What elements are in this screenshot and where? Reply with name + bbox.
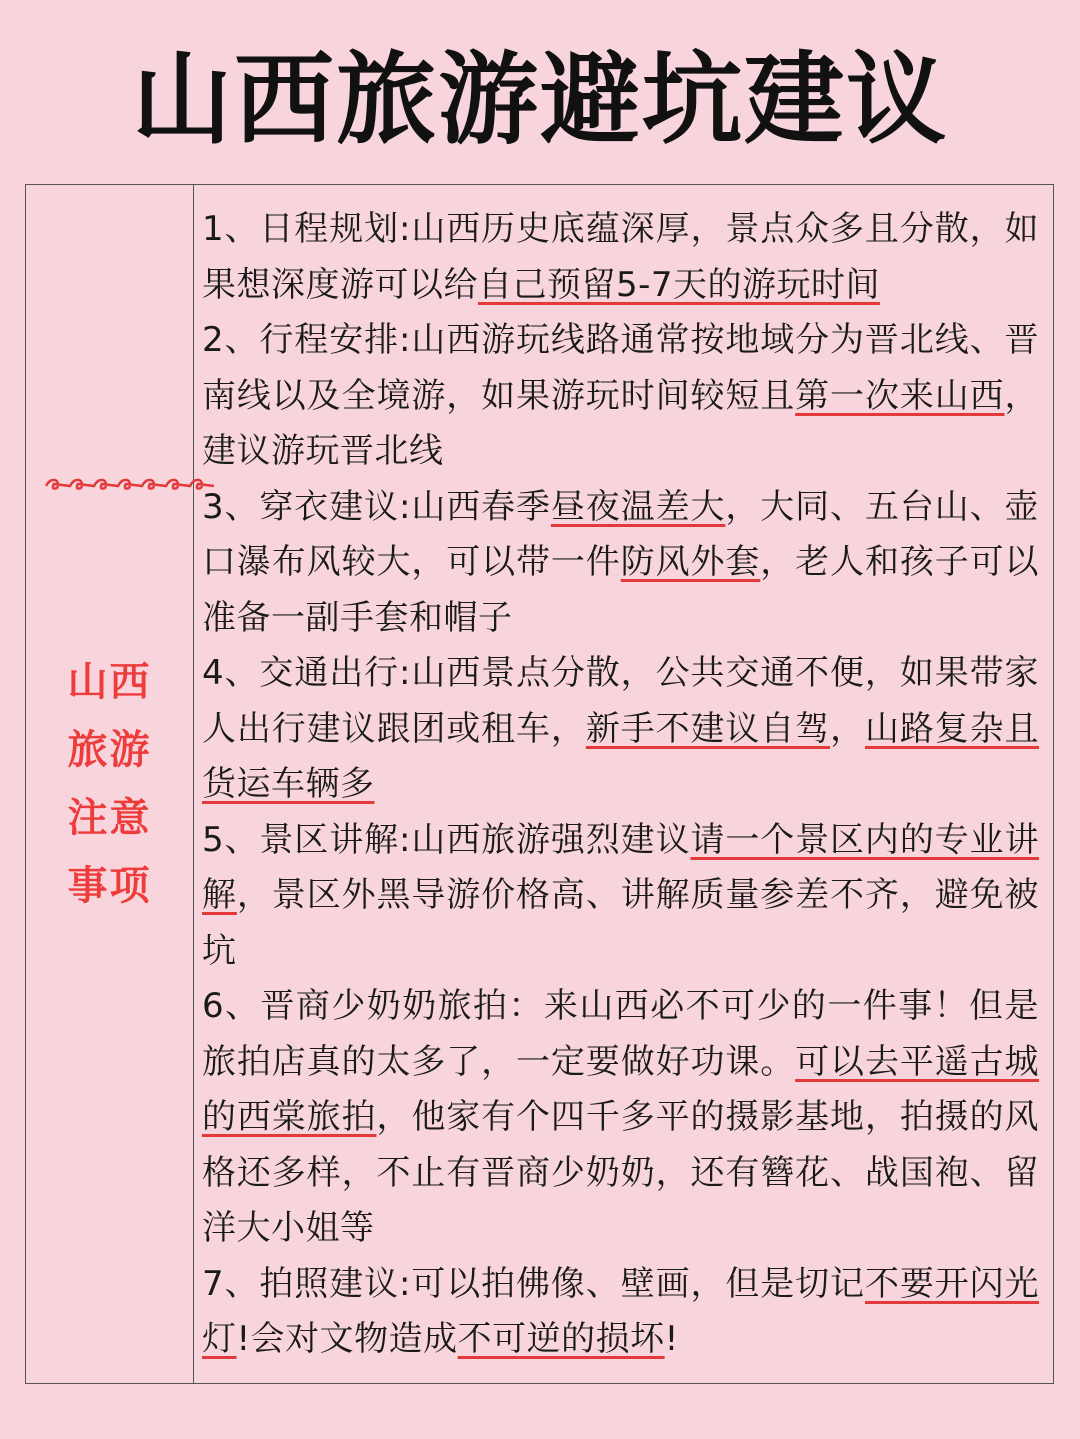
tip-text: 2、行程安排:山西游玩线路通常按地域分为晋北线、晋南线以及全境游，如果游玩时间较短且 [202, 320, 1039, 416]
tip-text: 7、拍照建议:可以拍佛像、壁画，但是切记 [202, 1263, 865, 1304]
tip-item-photography [202, 1257, 1039, 1368]
highlighted-text: 第一次来山西 [795, 375, 1005, 416]
tip-text: ! [664, 1319, 679, 1359]
tip-text: ，景区外黑导游价格高、讲解质量参差不齐，避免被坑 [202, 875, 1040, 971]
tips-table [25, 184, 1054, 1384]
side-label-line: 旅游 [67, 727, 152, 773]
squiggle-underline-icon [44, 478, 214, 492]
tip-item-schedule [202, 202, 1039, 313]
tips-content [194, 185, 1053, 1383]
tip-item-transport [202, 646, 1039, 813]
highlighted-text: 不可逆的损坏 [457, 1319, 665, 1359]
tip-text: 3、穿衣建议:山西春季 [202, 486, 551, 527]
highlighted-text: 请一个景区内的专业讲解 [202, 819, 1039, 915]
side-label-line: 事项 [67, 863, 152, 909]
tip-text: 5、景区讲解:山西旅游强烈建议 [202, 819, 691, 860]
tip-text: ，老人和孩子可以准备一副手套和帽子 [202, 542, 1040, 638]
tip-text: ， [830, 708, 865, 749]
tip-text: ，建议游玩晋北线 [202, 375, 1040, 471]
tip-item-itinerary [202, 313, 1039, 480]
highlighted-text: 防风外套 [620, 542, 761, 582]
side-label-line: 山西 [67, 659, 152, 705]
highlighted-text: 昼夜温差大 [550, 486, 726, 527]
tip-item-guide [202, 813, 1039, 980]
highlighted-text: 可以去平遥古城的西棠旅拍 [202, 1041, 1040, 1137]
side-label-cell [26, 185, 194, 1383]
tip-text: 1、日程规划:山西历史底蕴深厚，景点众多且分散，如果想深度游可以给 [202, 209, 1039, 305]
page-title: 山西旅游避坑建议 [132, 41, 948, 158]
highlighted-text: 山路复杂且货运车辆多 [202, 708, 1040, 804]
tip-text: ，他家有个四千多平的摄影基地，拍摄的风格还多样，不止有晋商少奶奶，还有簪花、战国袍、留洋大小姐等 [202, 1097, 1040, 1248]
tip-text: !会对文物造成 [236, 1319, 458, 1359]
tip-text: ，大同、五台山、壶口瀑布风较大，可以带一件 [202, 486, 1040, 582]
tip-item-photo-tour [202, 979, 1039, 1257]
tip-text: 6、晋商少奶奶旅拍：来山西必不可少的一件事！但是旅拍店真的太多了，一定要做好功课。 [202, 986, 1039, 1082]
highlighted-text: 新手不建议自驾 [585, 708, 831, 749]
side-label-line: 注意 [67, 795, 152, 841]
tip-text: 4、交通出行:山西景点分散，公共交通不便，如果带家人出行建议跟团或租车， [202, 653, 1039, 749]
highlighted-text: 不要开闪光灯 [202, 1263, 1040, 1359]
tip-item-clothing [202, 480, 1039, 647]
highlighted-text: 自己预留5-7天的游玩时间 [478, 264, 881, 305]
